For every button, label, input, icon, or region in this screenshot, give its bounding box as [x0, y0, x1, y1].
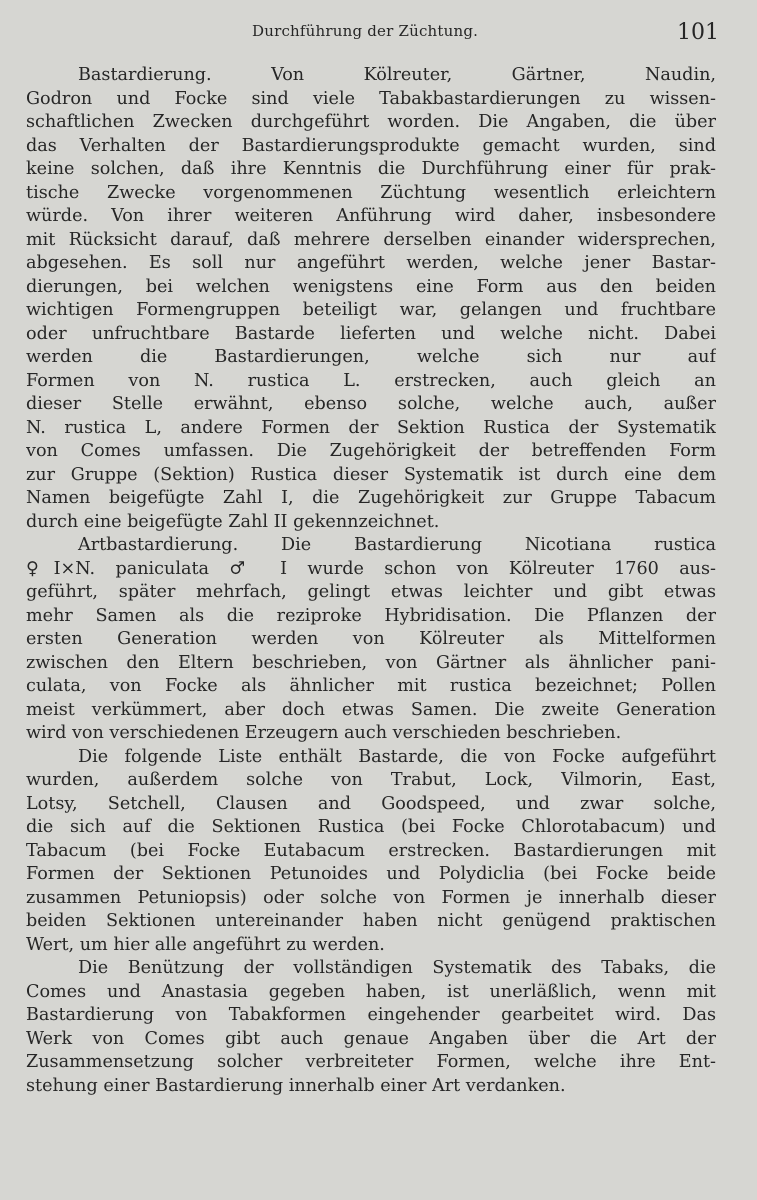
text-line: Zusammensetzung solcher verbreiteter Formen, welche ihre Ent-: [26, 1052, 716, 1072]
text-line: zur Gruppe (Sektion) Rustica dieser Systematik ist durch eine dem: [26, 464, 716, 485]
text-line: ersten Generation werden von Kölreuter als Mittelformen: [26, 629, 716, 649]
text-line: mit Rücksicht darauf, daß mehrere derselben einander widersprechen,: [26, 229, 716, 250]
text-line: stehung einer Bastardierung innerhalb einer Art verdanken.: [26, 1075, 566, 1096]
text-line: culata, von Focke als ähnlicher mit rustica bezeichnet; Pollen: [26, 676, 716, 696]
text-line: schaftlichen Zwecken durchgeführt worden. Die Angaben, die über: [26, 112, 716, 132]
text-line: Godron und Focke sind viele Tabakbastardierungen zu wissen-: [26, 88, 716, 109]
text-line: Comes und Anastasia gegeben haben, ist unerläßlich, wenn mit: [26, 981, 716, 1002]
text-line: beiden Sektionen untereinander haben nicht genügend praktischen: [26, 911, 716, 931]
text-line: durch eine beigefügte Zahl II gekennzeichnet.: [26, 511, 440, 532]
body-text: [26, 64, 716, 1098]
text-line: Tabacum (bei Focke Eutabacum erstrecken. Bastardierungen mit: [26, 840, 716, 861]
text-line: Bastardierung von Tabakformen eingehender gearbeitet wird. Das: [26, 1005, 716, 1025]
text-line: keine solchen, daß ihre Kenntnis die Durchführung einer für prak-: [26, 159, 716, 179]
text-line: meist verkümmert, aber doch etwas Samen. Die zweite Generation: [26, 699, 716, 720]
text-line: tische Zwecke vorgenommenen Züchtung wesentlich erleichtern: [26, 182, 716, 203]
text-line: die sich auf die Sektionen Rustica (bei Focke Chlorotabacum) und: [26, 817, 716, 837]
text-line: würde. Von ihrer weiteren Anführung wird daher, insbesondere: [26, 206, 716, 226]
text-line: abgesehen. Es soll nur angeführt werden, welche jener Bastar-: [26, 253, 716, 273]
text-line: Formen von N. rustica L. erstrecken, auch gleich an: [26, 370, 716, 391]
text-line: mehr Samen als die reziproke Hybridisation. Die Pflanzen der: [26, 605, 716, 626]
text-line: Artbastardierung. Die Bastardierung Nicotiana rustica: [78, 535, 716, 555]
text-line: Die folgende Liste enthält Bastarde, die von Focke aufgeführt: [78, 746, 716, 767]
text-line: Namen beigefügte Zahl I, die Zugehörigkeit zur Gruppe Tabacum: [26, 488, 716, 508]
text-line: dierungen, bei welchen wenigstens eine Form aus den beiden: [26, 276, 716, 297]
text-line: wird von verschiedenen Erzeugern auch verschieden beschrieben.: [26, 723, 622, 743]
running-head: [0, 20, 757, 54]
text-line: Lotsy, Setchell, Clausen and Goodspeed, und zwar solche,: [26, 793, 716, 814]
text-line: dieser Stelle erwähnt, ebenso solche, welche auch, außer: [26, 394, 716, 414]
text-line: zwischen den Eltern beschrieben, von Gärtner als ähnlicher pani-: [26, 652, 716, 673]
text-line: werden die Bastardierungen, welche sich nur auf: [26, 347, 716, 367]
text-line: oder unfruchtbare Bastarde lieferten und welche nicht. Dabei: [26, 323, 716, 344]
text-line: Werk von Comes gibt auch genaue Angaben über die Art der: [26, 1028, 716, 1049]
running-title: Durchführung der Züchtung.: [252, 22, 479, 40]
text-line: wichtigen Formengruppen beteiligt war, gelangen und fruchtbare: [26, 300, 716, 320]
text-line: Wert, um hier alle angeführt zu werden.: [26, 934, 385, 955]
text-line: Formen der Sektionen Petunoides und Polydiclia (bei Focke beide: [26, 864, 716, 884]
text-line: Bastardierung. Von Kölreuter, Gärtner, Naudin,: [78, 65, 716, 85]
page-number: 101: [677, 20, 719, 45]
text-line: von Comes umfassen. Die Zugehörigkeit der betreffenden Form: [26, 441, 716, 461]
text-line: N. rustica L, andere Formen der Sektion Rustica der Systematik: [26, 417, 716, 438]
text-line: Die Benützung der vollständigen Systematik des Tabaks, die: [78, 958, 716, 978]
text-line: geführt, später mehrfach, gelingt etwas leichter und gibt etwas: [26, 582, 716, 602]
text-line: wurden, außerdem solche von Trabut, Lock, Vilmorin, East,: [26, 770, 716, 790]
text-line: ♀I×N. paniculata ♂ I wurde schon von Kölreuter 1760 aus-: [26, 558, 716, 579]
text-line: das Verhalten der Bastardierungsprodukte gemacht wurden, sind: [26, 135, 716, 156]
text-line: zusammen Petuniopsis) oder solche von Formen je innerhalb dieser: [26, 887, 716, 908]
